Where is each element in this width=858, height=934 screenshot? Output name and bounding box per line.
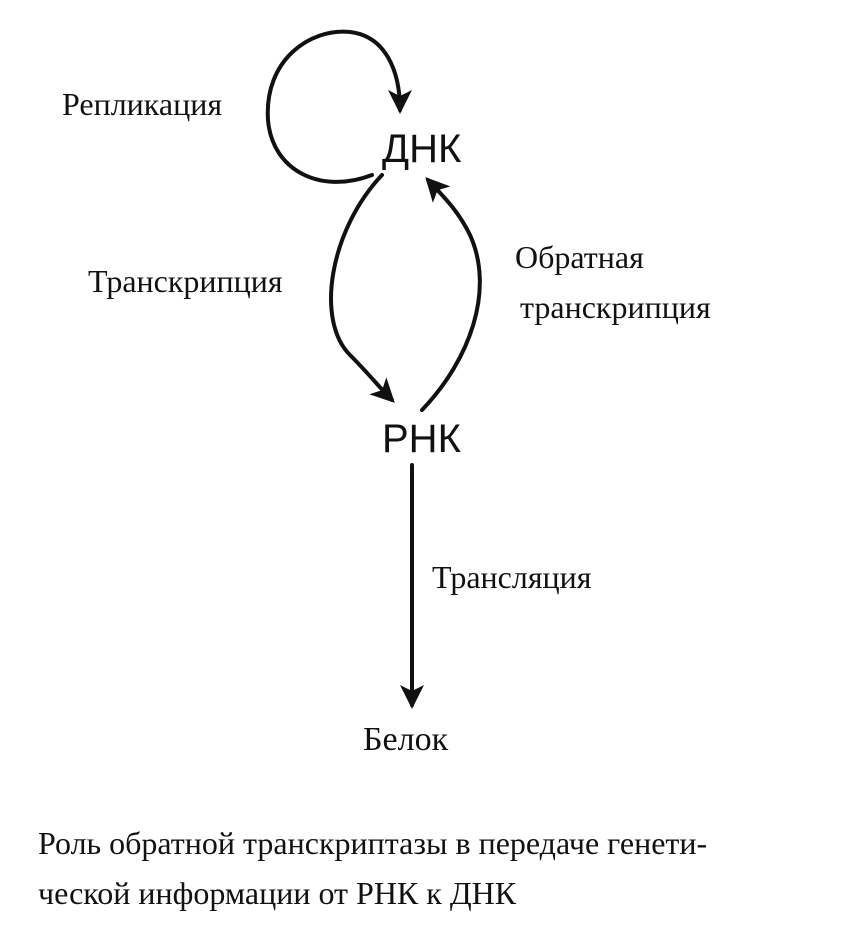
label-translation: Трансляция (432, 559, 592, 595)
label-transcription: Транскрипция (88, 263, 283, 299)
node-dna: ДНК (382, 127, 462, 171)
label-replication: Репликация (62, 86, 223, 122)
label-reverse-transcription-2: транскрипция (520, 289, 711, 325)
label-reverse-transcription-1: Обратная (515, 239, 644, 275)
replication-arrow (268, 32, 400, 182)
node-protein: Белок (363, 721, 449, 758)
caption-line-2: ческой информации от РНК к ДНК (38, 875, 517, 911)
figure-caption (38, 818, 838, 918)
caption-line-1: Роль обратной транскриптазы в передаче генети- (38, 825, 708, 861)
reverse-transcription-arrow (422, 180, 480, 410)
node-rna: РНК (382, 417, 461, 461)
transcription-arrow (331, 175, 392, 400)
